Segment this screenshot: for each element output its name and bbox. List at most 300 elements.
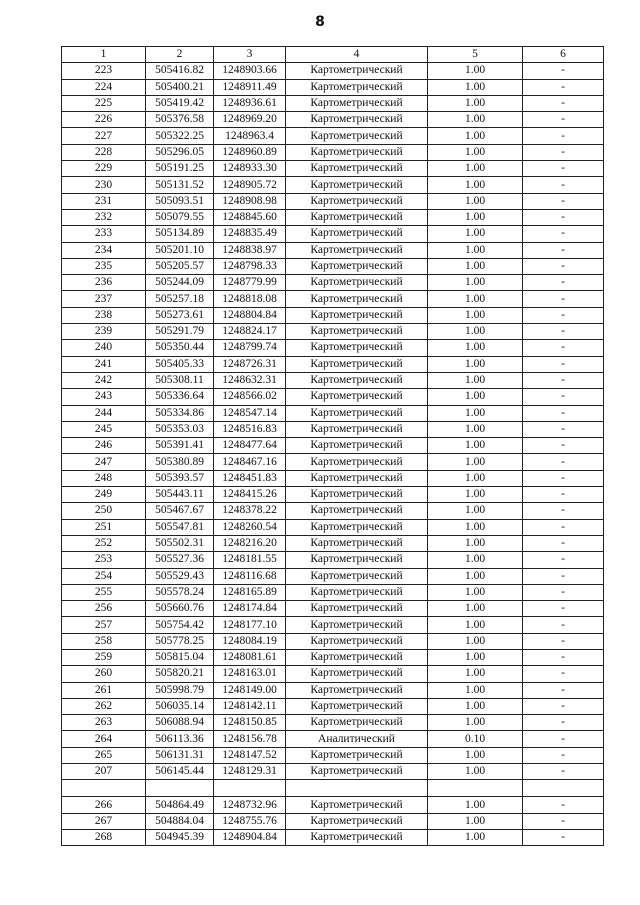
note-cell: - — [523, 275, 604, 291]
method-cell: Картометрический — [286, 372, 428, 388]
y-coordinate-cell: 1248081.61 — [214, 649, 286, 665]
accuracy-cell: 1.00 — [428, 372, 523, 388]
y-coordinate-cell: 1248150.85 — [214, 715, 286, 731]
table-row — [62, 128, 604, 144]
point-number-cell: 266 — [62, 797, 146, 813]
x-coordinate-cell: 505578.24 — [146, 584, 214, 600]
x-coordinate-cell: 505380.89 — [146, 454, 214, 470]
point-number-cell: 223 — [62, 63, 146, 79]
y-coordinate-cell: 1248799.74 — [214, 340, 286, 356]
note-cell: - — [523, 552, 604, 568]
table-row — [62, 258, 604, 274]
x-coordinate-cell: 505134.89 — [146, 226, 214, 242]
accuracy-cell: 1.00 — [428, 519, 523, 535]
x-coordinate-cell: 504884.04 — [146, 813, 214, 829]
point-number-cell: 246 — [62, 438, 146, 454]
table-row — [62, 649, 604, 665]
y-coordinate-cell: 1248732.96 — [214, 797, 286, 813]
y-coordinate-cell: 1248933.30 — [214, 161, 286, 177]
table-row — [62, 291, 604, 307]
x-coordinate-cell: 505778.25 — [146, 633, 214, 649]
method-cell: Картометрический — [286, 405, 428, 421]
note-cell: - — [523, 682, 604, 698]
table-row — [62, 226, 604, 242]
note-cell: - — [523, 584, 604, 600]
x-coordinate-cell: 505205.57 — [146, 258, 214, 274]
method-cell: Картометрический — [286, 95, 428, 111]
note-cell: - — [523, 470, 604, 486]
note-cell — [523, 780, 604, 797]
table-row — [62, 421, 604, 437]
y-coordinate-cell: 1248911.49 — [214, 79, 286, 95]
note-cell: - — [523, 698, 604, 714]
note-cell: - — [523, 291, 604, 307]
note-cell: - — [523, 829, 604, 845]
accuracy-cell: 1.00 — [428, 356, 523, 372]
point-number-cell: 232 — [62, 209, 146, 225]
coordinates-table — [61, 46, 604, 846]
table-row — [62, 144, 604, 160]
x-coordinate-cell: 505308.11 — [146, 372, 214, 388]
accuracy-cell: 1.00 — [428, 715, 523, 731]
x-coordinate-cell: 505502.31 — [146, 535, 214, 551]
note-cell: - — [523, 372, 604, 388]
method-cell: Картометрический — [286, 242, 428, 258]
y-coordinate-cell: 1248779.99 — [214, 275, 286, 291]
note-cell: - — [523, 764, 604, 780]
y-coordinate-cell: 1248177.10 — [214, 617, 286, 633]
table-row — [62, 193, 604, 209]
accuracy-cell: 1.00 — [428, 813, 523, 829]
note-cell: - — [523, 128, 604, 144]
method-cell: Картометрический — [286, 226, 428, 242]
point-number-cell: 258 — [62, 633, 146, 649]
method-cell: Картометрический — [286, 340, 428, 356]
y-coordinate-cell: 1248905.72 — [214, 177, 286, 193]
y-coordinate-cell: 1248165.89 — [214, 584, 286, 600]
x-coordinate-cell: 505400.21 — [146, 79, 214, 95]
point-number-cell: 261 — [62, 682, 146, 698]
table-row — [62, 731, 604, 747]
method-cell: Картометрический — [286, 470, 428, 486]
method-cell: Картометрический — [286, 177, 428, 193]
point-number-cell: 234 — [62, 242, 146, 258]
accuracy-cell: 1.00 — [428, 633, 523, 649]
x-coordinate-cell: 505376.58 — [146, 112, 214, 128]
x-coordinate-cell: 504864.49 — [146, 797, 214, 813]
y-coordinate-cell: 1248516.83 — [214, 421, 286, 437]
accuracy-cell: 1.00 — [428, 487, 523, 503]
note-cell: - — [523, 731, 604, 747]
method-cell: Картометрический — [286, 324, 428, 340]
note-cell: - — [523, 535, 604, 551]
y-coordinate-cell: 1248804.84 — [214, 307, 286, 323]
accuracy-cell: 1.00 — [428, 161, 523, 177]
method-cell: Картометрический — [286, 552, 428, 568]
table-row — [62, 405, 604, 421]
note-cell: - — [523, 144, 604, 160]
point-number-cell: 268 — [62, 829, 146, 845]
method-cell: Картометрический — [286, 535, 428, 551]
x-coordinate-cell: 505336.64 — [146, 389, 214, 405]
method-cell: Картометрический — [286, 601, 428, 617]
point-number-cell: 247 — [62, 454, 146, 470]
method-cell: Картометрический — [286, 797, 428, 813]
point-number-cell: 241 — [62, 356, 146, 372]
point-number-cell: 249 — [62, 487, 146, 503]
y-coordinate-cell: 1248451.83 — [214, 470, 286, 486]
x-coordinate-cell: 505353.03 — [146, 421, 214, 437]
accuracy-cell: 1.00 — [428, 258, 523, 274]
point-number-cell: 259 — [62, 649, 146, 665]
note-cell: - — [523, 324, 604, 340]
method-cell: Картометрический — [286, 503, 428, 519]
table-row — [62, 780, 604, 797]
method-cell: Картометрический — [286, 258, 428, 274]
method-cell: Картометрический — [286, 649, 428, 665]
table-row — [62, 470, 604, 486]
x-coordinate-cell: 506131.31 — [146, 747, 214, 763]
accuracy-cell: 1.00 — [428, 405, 523, 421]
accuracy-cell: 1.00 — [428, 470, 523, 486]
accuracy-cell: 1.00 — [428, 584, 523, 600]
note-cell: - — [523, 389, 604, 405]
y-coordinate-cell: 1248818.08 — [214, 291, 286, 307]
accuracy-cell: 1.00 — [428, 63, 523, 79]
accuracy-cell: 1.00 — [428, 601, 523, 617]
point-number-cell: 231 — [62, 193, 146, 209]
x-coordinate-cell: 505815.04 — [146, 649, 214, 665]
method-cell: Картометрический — [286, 584, 428, 600]
y-coordinate-cell: 1248835.49 — [214, 226, 286, 242]
point-number-cell: 240 — [62, 340, 146, 356]
accuracy-cell: 1.00 — [428, 666, 523, 682]
method-cell: Картометрический — [286, 209, 428, 225]
note-cell: - — [523, 63, 604, 79]
point-number-cell: 207 — [62, 764, 146, 780]
method-cell: Картометрический — [286, 128, 428, 144]
table-header — [62, 47, 604, 63]
method-cell: Картометрический — [286, 617, 428, 633]
method-cell: Картометрический — [286, 389, 428, 405]
point-number-cell: 235 — [62, 258, 146, 274]
x-coordinate-cell: 505079.55 — [146, 209, 214, 225]
method-cell: Картометрический — [286, 454, 428, 470]
note-cell: - — [523, 226, 604, 242]
point-number-cell: 224 — [62, 79, 146, 95]
table-row — [62, 519, 604, 535]
accuracy-cell: 1.00 — [428, 421, 523, 437]
y-coordinate-cell: 1248969.20 — [214, 112, 286, 128]
table-row — [62, 209, 604, 225]
table-row — [62, 568, 604, 584]
accuracy-cell: 1.00 — [428, 291, 523, 307]
table-row — [62, 584, 604, 600]
accuracy-cell: 1.00 — [428, 307, 523, 323]
method-cell: Картометрический — [286, 307, 428, 323]
y-coordinate-cell: 1248260.54 — [214, 519, 286, 535]
note-cell: - — [523, 813, 604, 829]
table-row — [62, 161, 604, 177]
note-cell: - — [523, 503, 604, 519]
note-cell: - — [523, 617, 604, 633]
point-number-cell: 227 — [62, 128, 146, 144]
note-cell: - — [523, 601, 604, 617]
method-cell: Картометрический — [286, 764, 428, 780]
accuracy-cell: 1.00 — [428, 242, 523, 258]
table-row — [62, 764, 604, 780]
y-coordinate-cell: 1248477.64 — [214, 438, 286, 454]
table-row — [62, 389, 604, 405]
note-cell: - — [523, 438, 604, 454]
note-cell: - — [523, 405, 604, 421]
point-number-cell: 236 — [62, 275, 146, 291]
x-coordinate-cell: 505393.57 — [146, 470, 214, 486]
table-row — [62, 601, 604, 617]
y-coordinate-cell: 1248467.16 — [214, 454, 286, 470]
y-coordinate-cell: 1248755.76 — [214, 813, 286, 829]
table-row — [62, 829, 604, 845]
point-number-cell: 242 — [62, 372, 146, 388]
accuracy-cell: 1.00 — [428, 275, 523, 291]
note-cell: - — [523, 177, 604, 193]
note-cell: - — [523, 95, 604, 111]
point-number-cell: 264 — [62, 731, 146, 747]
x-coordinate-cell: 505820.21 — [146, 666, 214, 682]
point-number-cell: 256 — [62, 601, 146, 617]
table-row — [62, 698, 604, 714]
x-coordinate-cell: 505660.76 — [146, 601, 214, 617]
table-row — [62, 813, 604, 829]
point-number-cell: 251 — [62, 519, 146, 535]
x-coordinate-cell: 505998.79 — [146, 682, 214, 698]
method-cell: Картометрический — [286, 79, 428, 95]
y-coordinate-cell: 1248084.19 — [214, 633, 286, 649]
y-coordinate-cell: 1248960.89 — [214, 144, 286, 160]
point-number-cell: 252 — [62, 535, 146, 551]
accuracy-cell: 1.00 — [428, 79, 523, 95]
note-cell: - — [523, 454, 604, 470]
point-number-cell: 260 — [62, 666, 146, 682]
accuracy-cell — [428, 780, 523, 797]
point-number-cell: 239 — [62, 324, 146, 340]
method-cell: Картометрический — [286, 275, 428, 291]
point-number-cell: 244 — [62, 405, 146, 421]
accuracy-cell: 1.00 — [428, 226, 523, 242]
method-cell: Картометрический — [286, 829, 428, 845]
x-coordinate-cell: 505391.41 — [146, 438, 214, 454]
method-cell: Картометрический — [286, 682, 428, 698]
method-cell: Картометрический — [286, 438, 428, 454]
accuracy-cell: 1.00 — [428, 535, 523, 551]
accuracy-cell: 1.00 — [428, 617, 523, 633]
table-row — [62, 552, 604, 568]
y-coordinate-cell: 1248936.61 — [214, 95, 286, 111]
accuracy-cell: 1.00 — [428, 340, 523, 356]
x-coordinate-cell: 505244.09 — [146, 275, 214, 291]
note-cell: - — [523, 568, 604, 584]
point-number-cell: 265 — [62, 747, 146, 763]
method-cell: Картометрический — [286, 568, 428, 584]
method-cell: Картометрический — [286, 487, 428, 503]
point-number-cell: 233 — [62, 226, 146, 242]
x-coordinate-cell: 505416.82 — [146, 63, 214, 79]
accuracy-cell: 1.00 — [428, 438, 523, 454]
note-cell: - — [523, 519, 604, 535]
point-number-cell: 237 — [62, 291, 146, 307]
header-col-4: 4 — [286, 47, 428, 63]
x-coordinate-cell: 506035.14 — [146, 698, 214, 714]
note-cell: - — [523, 340, 604, 356]
accuracy-cell: 1.00 — [428, 568, 523, 584]
table-row — [62, 112, 604, 128]
method-cell: Картометрический — [286, 715, 428, 731]
accuracy-cell: 1.00 — [428, 95, 523, 111]
header-row — [62, 47, 604, 63]
x-coordinate-cell: 505334.86 — [146, 405, 214, 421]
table-row — [62, 307, 604, 323]
accuracy-cell: 1.00 — [428, 144, 523, 160]
table-row — [62, 454, 604, 470]
table-row — [62, 487, 604, 503]
point-number-cell: 229 — [62, 161, 146, 177]
note-cell: - — [523, 715, 604, 731]
point-number-cell: 228 — [62, 144, 146, 160]
note-cell: - — [523, 356, 604, 372]
table-row — [62, 682, 604, 698]
accuracy-cell: 1.00 — [428, 177, 523, 193]
table-row — [62, 503, 604, 519]
y-coordinate-cell: 1248963.4 — [214, 128, 286, 144]
method-cell — [286, 780, 428, 797]
y-coordinate-cell: 1248632.31 — [214, 372, 286, 388]
point-number-cell — [62, 780, 146, 797]
point-number-cell: 255 — [62, 584, 146, 600]
table-row — [62, 79, 604, 95]
accuracy-cell: 1.00 — [428, 324, 523, 340]
x-coordinate-cell: 505296.05 — [146, 144, 214, 160]
header-col-5: 5 — [428, 47, 523, 63]
point-number-cell: 230 — [62, 177, 146, 193]
point-number-cell: 245 — [62, 421, 146, 437]
point-number-cell: 248 — [62, 470, 146, 486]
method-cell: Картометрический — [286, 421, 428, 437]
accuracy-cell: 1.00 — [428, 698, 523, 714]
x-coordinate-cell — [146, 780, 214, 797]
table-row — [62, 438, 604, 454]
method-cell: Картометрический — [286, 63, 428, 79]
accuracy-cell: 1.00 — [428, 552, 523, 568]
y-coordinate-cell: 1248174.84 — [214, 601, 286, 617]
note-cell: - — [523, 649, 604, 665]
table-row — [62, 242, 604, 258]
header-col-3: 3 — [214, 47, 286, 63]
accuracy-cell: 1.00 — [428, 112, 523, 128]
note-cell: - — [523, 209, 604, 225]
point-number-cell: 254 — [62, 568, 146, 584]
table-row — [62, 633, 604, 649]
method-cell: Картометрический — [286, 291, 428, 307]
y-coordinate-cell: 1248904.84 — [214, 829, 286, 845]
x-coordinate-cell: 506145.44 — [146, 764, 214, 780]
x-coordinate-cell: 505754.42 — [146, 617, 214, 633]
x-coordinate-cell: 505201.10 — [146, 242, 214, 258]
y-coordinate-cell: 1248116.68 — [214, 568, 286, 584]
x-coordinate-cell: 505191.25 — [146, 161, 214, 177]
point-number-cell: 250 — [62, 503, 146, 519]
note-cell: - — [523, 112, 604, 128]
x-coordinate-cell: 505257.18 — [146, 291, 214, 307]
y-coordinate-cell: 1248147.52 — [214, 747, 286, 763]
x-coordinate-cell: 505467.67 — [146, 503, 214, 519]
note-cell: - — [523, 193, 604, 209]
point-number-cell: 257 — [62, 617, 146, 633]
y-coordinate-cell: 1248142.11 — [214, 698, 286, 714]
point-number-cell: 262 — [62, 698, 146, 714]
note-cell: - — [523, 161, 604, 177]
x-coordinate-cell: 505443.11 — [146, 487, 214, 503]
point-number-cell: 267 — [62, 813, 146, 829]
x-coordinate-cell: 505131.52 — [146, 177, 214, 193]
note-cell: - — [523, 797, 604, 813]
y-coordinate-cell: 1248156.78 — [214, 731, 286, 747]
table-row — [62, 340, 604, 356]
y-coordinate-cell: 1248908.98 — [214, 193, 286, 209]
accuracy-cell: 0.10 — [428, 731, 523, 747]
x-coordinate-cell: 506088.94 — [146, 715, 214, 731]
table-row — [62, 747, 604, 763]
accuracy-cell: 1.00 — [428, 454, 523, 470]
method-cell: Картометрический — [286, 813, 428, 829]
y-coordinate-cell: 1248547.14 — [214, 405, 286, 421]
point-number-cell: 243 — [62, 389, 146, 405]
header-col-1: 1 — [62, 47, 146, 63]
note-cell: - — [523, 307, 604, 323]
note-cell: - — [523, 421, 604, 437]
method-cell: Аналитический — [286, 731, 428, 747]
table-row — [62, 535, 604, 551]
x-coordinate-cell: 505093.51 — [146, 193, 214, 209]
accuracy-cell: 1.00 — [428, 209, 523, 225]
accuracy-cell: 1.00 — [428, 829, 523, 845]
method-cell: Картометрический — [286, 161, 428, 177]
accuracy-cell: 1.00 — [428, 128, 523, 144]
accuracy-cell: 1.00 — [428, 797, 523, 813]
y-coordinate-cell: 1248838.97 — [214, 242, 286, 258]
note-cell: - — [523, 242, 604, 258]
x-coordinate-cell: 505322.25 — [146, 128, 214, 144]
method-cell: Картометрический — [286, 356, 428, 372]
accuracy-cell: 1.00 — [428, 764, 523, 780]
accuracy-cell: 1.00 — [428, 649, 523, 665]
point-number-cell: 226 — [62, 112, 146, 128]
point-number-cell: 253 — [62, 552, 146, 568]
method-cell: Картометрический — [286, 144, 428, 160]
table-row — [62, 275, 604, 291]
note-cell: - — [523, 747, 604, 763]
y-coordinate-cell: 1248726.31 — [214, 356, 286, 372]
x-coordinate-cell: 506113.36 — [146, 731, 214, 747]
x-coordinate-cell: 505291.79 — [146, 324, 214, 340]
table-row — [62, 177, 604, 193]
y-coordinate-cell: 1248163.01 — [214, 666, 286, 682]
method-cell: Картометрический — [286, 193, 428, 209]
table-row — [62, 617, 604, 633]
table-row — [62, 356, 604, 372]
table-row — [62, 95, 604, 111]
y-coordinate-cell: 1248798.33 — [214, 258, 286, 274]
x-coordinate-cell: 505527.36 — [146, 552, 214, 568]
